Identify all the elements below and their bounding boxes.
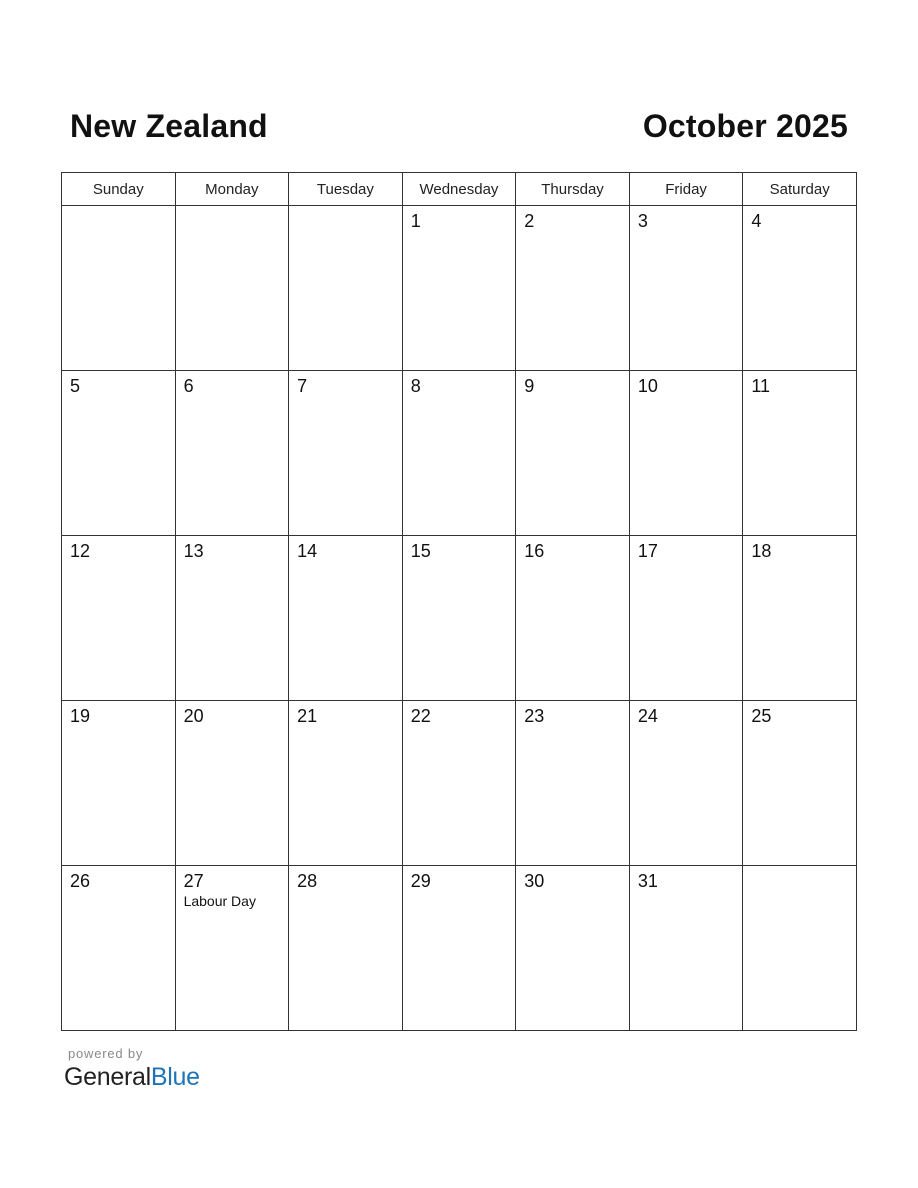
footer-branding — [64, 1046, 200, 1092]
day-cell — [402, 206, 516, 371]
holiday-label: Labour Day — [183, 893, 256, 909]
day-number: 18 — [751, 541, 772, 561]
day-number: 8 — [410, 376, 421, 396]
day-cell — [629, 371, 743, 536]
week-row — [62, 206, 857, 371]
day-cell — [516, 371, 630, 536]
day-cell — [516, 866, 630, 1031]
day-number: 7 — [297, 376, 308, 396]
week-row — [62, 866, 857, 1031]
weekday-header: Saturday — [743, 173, 857, 206]
country-title: New Zealand — [70, 107, 268, 144]
day-cell — [629, 206, 743, 371]
month-year-title: October 2025 — [642, 107, 848, 144]
day-cell — [175, 536, 289, 701]
day-number: 12 — [70, 541, 91, 561]
weekday-header: Friday — [629, 173, 743, 206]
calendar-grid — [61, 172, 857, 1031]
day-cell — [516, 701, 630, 866]
day-cell — [62, 536, 176, 701]
day-number: 15 — [410, 541, 431, 561]
day-number: 10 — [637, 376, 658, 396]
day-number: 1 — [410, 211, 421, 231]
day-number: 5 — [70, 376, 81, 396]
day-number: 22 — [410, 706, 431, 726]
day-cell — [402, 701, 516, 866]
week-row — [62, 701, 857, 866]
day-number: 27 — [183, 871, 204, 891]
day-cell — [289, 701, 403, 866]
day-number: 6 — [183, 376, 194, 396]
day-cell — [629, 701, 743, 866]
day-cell — [402, 866, 516, 1031]
weekday-header: Monday — [175, 173, 289, 206]
day-cell — [289, 371, 403, 536]
day-cell — [402, 536, 516, 701]
day-cell — [743, 866, 857, 1031]
day-cell — [289, 536, 403, 701]
day-number: 16 — [524, 541, 545, 561]
day-number: 26 — [70, 871, 91, 891]
week-row — [62, 536, 857, 701]
day-cell — [175, 206, 289, 371]
day-cell — [629, 866, 743, 1031]
day-cell — [175, 866, 289, 1031]
weekday-header: Wednesday — [402, 173, 516, 206]
day-cell — [175, 371, 289, 536]
week-row — [62, 371, 857, 536]
day-cell — [629, 536, 743, 701]
day-number: 13 — [183, 541, 204, 561]
weekday-header: Tuesday — [289, 173, 403, 206]
day-number: 14 — [297, 541, 318, 561]
day-number: 24 — [637, 706, 658, 726]
day-cell — [743, 206, 857, 371]
day-number: 20 — [183, 706, 204, 726]
day-cell — [62, 206, 176, 371]
brand-logo[interactable] — [64, 1063, 200, 1092]
day-number: 25 — [751, 706, 772, 726]
brand-name-blue: Blue — [150, 1063, 200, 1091]
weekday-header: Sunday — [62, 173, 176, 206]
day-number: 28 — [297, 871, 318, 891]
day-cell — [516, 206, 630, 371]
brand-name-general: General — [64, 1063, 151, 1091]
day-cell — [289, 866, 403, 1031]
day-cell — [62, 866, 176, 1031]
day-cell — [289, 206, 403, 371]
day-cell — [402, 371, 516, 536]
weekday-header-row — [62, 173, 857, 206]
day-cell — [62, 371, 176, 536]
day-cell — [743, 701, 857, 866]
day-number: 21 — [297, 706, 318, 726]
day-number: 23 — [524, 706, 545, 726]
powered-by-label: powered by — [68, 1046, 144, 1061]
weekday-header: Thursday — [516, 173, 630, 206]
day-number: 17 — [637, 541, 658, 561]
day-number: 3 — [637, 211, 648, 231]
day-cell — [516, 536, 630, 701]
day-cell — [743, 371, 857, 536]
day-number: 9 — [524, 376, 535, 396]
day-cell — [175, 701, 289, 866]
day-number: 4 — [751, 211, 762, 231]
day-number: 30 — [524, 871, 545, 891]
day-number: 19 — [70, 706, 91, 726]
day-number: 11 — [751, 376, 771, 396]
calendar-header — [70, 102, 848, 150]
day-number: 2 — [524, 211, 535, 231]
day-number: 31 — [637, 871, 658, 891]
day-number: 29 — [410, 871, 431, 891]
day-cell — [62, 701, 176, 866]
day-cell — [743, 536, 857, 701]
